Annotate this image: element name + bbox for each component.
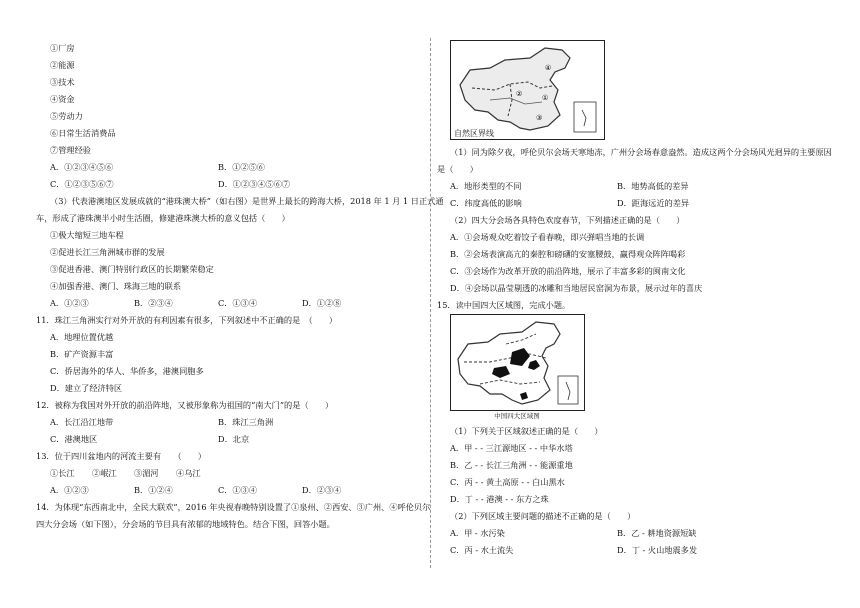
option-d: D．建立了经济特区 <box>50 383 123 393</box>
option-c: C．侨居海外的华人、华侨多，港澳同胞多 <box>50 366 204 376</box>
question-14-2: （2）四大分会场各具特色欢度春节，下列描述正确的是（ ） <box>450 215 685 225</box>
china-four-regions-map <box>450 314 585 420</box>
option-d: D．北京 <box>218 434 250 444</box>
question-14-1: （1）同为除夕夜，呼伦贝尔会场天寒地冻，广州分会场春意盎然。造成这两个分会场风光迥异的主要原因 <box>450 147 832 157</box>
option-d: D．距海远近的差异 <box>617 198 690 208</box>
list-item: ⑥日常生活消费品 <box>50 128 116 138</box>
option-c: C．①③④ <box>218 485 258 495</box>
option-d: D．①②③④⑤⑥⑦ <box>218 179 291 189</box>
list-item: ②促进长江三角洲城市群的发展 <box>50 247 165 257</box>
map-marker: ① <box>542 94 549 102</box>
map-caption: 中国四大区域图 <box>494 412 540 420</box>
list-item: ①长江 <box>50 468 75 478</box>
option-c: C．①③④ <box>218 298 258 308</box>
option-b: B．矿产资源丰富 <box>50 349 114 359</box>
map-marker: ④ <box>545 64 552 72</box>
list-item: ①极大缩短三地车程 <box>50 230 124 240</box>
list-item: ②能源 <box>50 60 75 70</box>
option-a: A．长江沿江地带 <box>50 417 114 427</box>
china-map-natural-regions <box>450 40 605 140</box>
option-b: B．②③④ <box>134 298 173 308</box>
option-d: D．丁 - 火山地震多发 <box>617 545 698 555</box>
map-legend-label: 自然区界线 <box>454 129 494 138</box>
question-14: 14．为体现“东西南北中，全民大联欢”，2016 年央视春晚特别设置了①泉州、②西安、③广州、④呼伦贝尔 <box>36 502 431 512</box>
map-marker: ③ <box>536 114 543 122</box>
option-b: B．珠江三角洲 <box>218 417 274 427</box>
option-d: D．④会场以晶莹剔透的冰雕和当地居民窑洞为布景，展示过年的喜庆 <box>450 283 703 293</box>
option-b: B．乙 - 耕地资源短缺 <box>617 528 697 538</box>
option-a: A．①②③ <box>50 485 89 495</box>
list-item: ②岷江 <box>92 468 117 478</box>
question-15-1: （1）下列关于区域叙述正确的是（ ） <box>450 426 603 436</box>
option-b: B．②会场表演高亢的秦腔和磅礴的安塞腰鼓，赢得观众阵阵喝彩 <box>450 249 686 259</box>
option-d: D．①②⑧ <box>302 298 342 308</box>
option-a: A．①会场观众吃着饺子看春晚，即兴弹唱当地的长调 <box>450 232 645 242</box>
option-c: C．港澳地区 <box>50 434 98 444</box>
option-c: C．①②③⑤⑥⑦ <box>50 179 114 189</box>
question-12: 12．被称为我国对外开放的前沿阵地，又被形象称为祖国的“南大门”的是（ ） <box>36 400 334 410</box>
option-a: A．甲 - - 三江源地区 - - 中华水塔 <box>450 443 573 453</box>
list-item: ④乌江 <box>176 468 201 478</box>
option-d: D．②③④ <box>302 485 342 495</box>
option-b: B．乙 - - 长江三角洲 - - 能源重地 <box>450 460 573 470</box>
option-a: A．地形类型的不同 <box>450 181 522 191</box>
question-text: 车，形成了港珠澳半小时生活圈，修建港珠澳大桥的意义包括（ ） <box>36 213 290 223</box>
list-item: ④加强香港、澳门、珠海三地的联系 <box>50 281 182 291</box>
option-c: C．③会场作为改革开放的前沿阵地，展示了丰富多彩的闽南文化 <box>450 266 686 276</box>
list-item: ③湄河 <box>134 468 159 478</box>
question-15-2: （2）下列区域主要问题的描述不正确的是（ ） <box>450 511 636 521</box>
question-13: 13．位于四川盆地内的河流主要有 （ ） <box>36 451 207 461</box>
list-item: ④资金 <box>50 94 75 104</box>
list-item: ⑤劳动力 <box>50 111 83 121</box>
question-14-cont: 四大分会场（如下图），分会场的节目具有浓郁的地域特色。结合下图，回答小题。 <box>36 519 335 529</box>
list-item: ③技术 <box>50 77 75 87</box>
list-item: ③促进香港、澳门特别行政区的长期繁荣稳定 <box>50 264 214 274</box>
option-a: A．地理位置优越 <box>50 332 114 342</box>
map-marker: ② <box>516 90 523 98</box>
column-divider <box>430 38 431 568</box>
option-b: B．①②④ <box>134 485 173 495</box>
question-14-1-cont: 是（ ） <box>437 164 478 174</box>
option-d: D．丁 - - 港澳 - - 东方之珠 <box>450 494 549 504</box>
option-b: B．地势高低的差异 <box>617 181 689 191</box>
option-c: C．丙 - 水土流失 <box>450 545 514 555</box>
question-text: （3）代表港澳地区发展成就的“港珠澳大桥”（如右图）是世界上最长的跨海大桥，2018 年 1 月 1 日正式通 <box>50 196 444 206</box>
option-a: A．①②③④⑤⑥ <box>50 162 114 172</box>
question-15: 15．读中国四大区域图，完成小题。 <box>437 300 571 310</box>
question-11: 11．珠江三角洲实行对外开放的有利因素有很多，下列叙述中不正确的是 （ ） <box>36 315 338 325</box>
option-c: C．丙 - - 黄土高原 - - 白山黑水 <box>450 477 565 487</box>
list-item: ①厂房 <box>50 43 75 53</box>
list-item: ⑦管理经验 <box>50 145 91 155</box>
option-b: B．①②⑤⑥ <box>218 162 265 172</box>
option-c: C．纬度高低的影响 <box>450 198 522 208</box>
option-a: A．甲 - 水污染 <box>450 528 505 538</box>
option-a: A．①②③ <box>50 298 89 308</box>
